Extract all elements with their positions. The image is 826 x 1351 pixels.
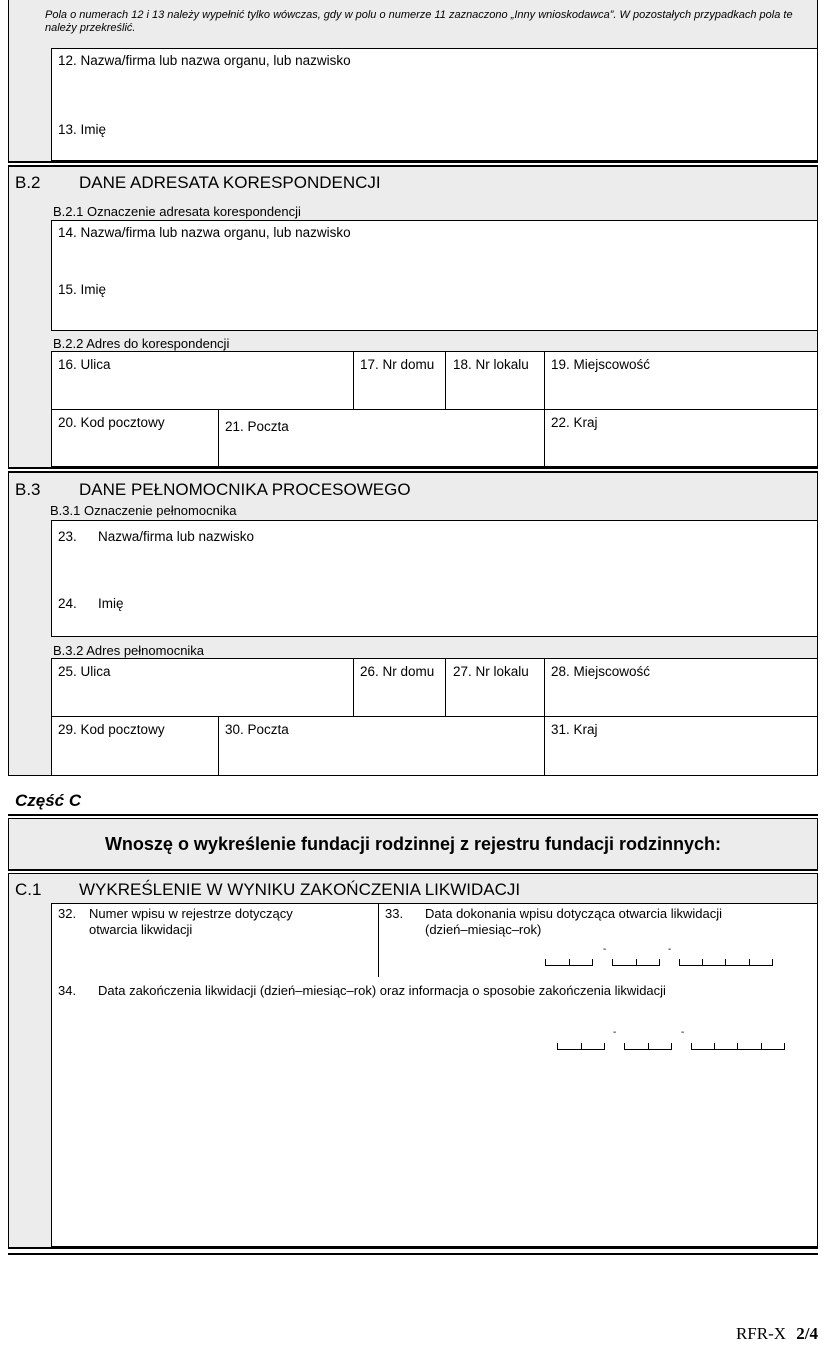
- field-33-day-input[interactable]: [545, 956, 593, 966]
- field-34-month-input[interactable]: [624, 1040, 672, 1050]
- field-34-liquidation-end-box[interactable]: [51, 977, 818, 1247]
- field-34-day-input[interactable]: [557, 1040, 605, 1050]
- field-23-number: 23.: [58, 529, 77, 544]
- field-24-label: Imię: [98, 596, 124, 611]
- section-c1-code: C.1: [15, 880, 42, 899]
- field-28-label: 28. Miejscowość: [551, 664, 651, 679]
- field-12-label: 12. Nazwa/firma lub nazwa organu, lub nazwisko: [58, 53, 351, 68]
- field-32-label-line1: Numer wpisu w rejestrze dotyczący: [89, 906, 293, 921]
- field-17-label: 17. Nr domu: [360, 357, 435, 372]
- subsection-b2-2-label: B.2.2 Adres do korespondencji: [53, 336, 230, 351]
- field-30-label: 30. Poczta: [225, 722, 289, 737]
- form-code: RFR-X: [735, 1324, 787, 1343]
- section-c1-title: WYKREŚLENIE W WYNIKU ZAKOŃCZENIA LIKWIDACJI: [79, 880, 521, 899]
- subsection-b3-1-label: B.3.1 Oznaczenie pełnomocnika: [50, 503, 237, 518]
- part-c-banner-text: Wnoszę o wykreślenie fundacji rodzinnej z rejestru fundacji rodzinnych:: [104, 834, 722, 854]
- field-34-number: 34.: [58, 983, 77, 998]
- section-divider: [8, 1253, 818, 1255]
- part-c-heading: Część C: [15, 791, 82, 810]
- field-19-label: 19. Miejscowość: [551, 357, 651, 372]
- field-24-first-name-box[interactable]: [51, 590, 818, 637]
- date-separator: -: [681, 1027, 685, 1038]
- field-18-label: 18. Nr lokalu: [453, 357, 529, 372]
- field-32-number: 32.: [58, 906, 77, 921]
- date-separator: -: [603, 944, 607, 955]
- page-number: 2/4: [796, 1324, 818, 1343]
- section-divider: [8, 1247, 818, 1249]
- field-21-label: 21. Poczta: [225, 419, 289, 434]
- date-separator: -: [613, 1027, 617, 1038]
- section-divider: [8, 161, 818, 163]
- field-26-label: 26. Nr domu: [360, 664, 435, 679]
- field-15-label: 15. Imię: [58, 282, 107, 297]
- field-23-label: Nazwa/firma lub nazwisko: [98, 529, 255, 544]
- field-22-label: 22. Kraj: [551, 415, 598, 430]
- subsection-b2-1-label: B.2.1 Oznaczenie adresata korespondencji: [53, 204, 301, 219]
- field-31-label: 31. Kraj: [551, 722, 598, 737]
- field-15-first-name-box[interactable]: [51, 277, 818, 331]
- field-27-label: 27. Nr lokalu: [453, 664, 529, 679]
- section-b2-code: B.2: [15, 173, 41, 192]
- field-13-label: 13. Imię: [58, 122, 107, 137]
- section-b3-code: B.3: [15, 480, 41, 499]
- section-divider: [8, 814, 818, 816]
- field-34-year-input[interactable]: [691, 1040, 785, 1050]
- field-16-label: 16. Ulica: [58, 357, 111, 372]
- field-33-month-input[interactable]: [612, 956, 660, 966]
- field-33-label-line1: Data dokonania wpisu dotycząca otwarcia likwidacji: [425, 906, 722, 921]
- field-33-year-input[interactable]: [679, 956, 773, 966]
- section-b2-title: DANE ADRESATA KORESPONDENCJI: [79, 173, 381, 192]
- section-b3-title: DANE PEŁNOMOCNIKA PROCESOWEGO: [79, 480, 411, 499]
- field-13-first-name-box[interactable]: [51, 117, 818, 161]
- section-divider: [8, 869, 818, 871]
- field-14-label: 14. Nazwa/firma lub nazwa organu, lub nazwisko: [58, 225, 351, 240]
- field-29-label: 29. Kod pocztowy: [58, 722, 165, 737]
- field-20-label: 20. Kod pocztowy: [58, 415, 165, 430]
- field-24-number: 24.: [58, 596, 77, 611]
- field-34-label: Data zakończenia likwidacji (dzień–miesiąc–rok) oraz informacja o sposobie zakończenia likwidacji: [98, 983, 666, 998]
- date-separator: -: [668, 944, 672, 955]
- field-33-label-line2: (dzień–miesiąc–rok): [425, 922, 542, 937]
- instruction-note: Pola o numerach 12 i 13 należy wypełnić tylko wówczas, gdy w polu o numerze 11 zaznaczono „Inny wnioskodawca”. W pozostałych przypadkach pola te należy przekreślić.: [45, 9, 793, 34]
- field-33-number: 33.: [385, 906, 404, 921]
- page-footer: [690, 1324, 818, 1344]
- field-25-label: 25. Ulica: [58, 664, 111, 679]
- field-32-label-line2: otwarcia likwidacji: [89, 922, 193, 937]
- section-divider: [8, 467, 818, 469]
- subsection-b3-2-label: B.3.2 Adres pełnomocnika: [53, 643, 205, 658]
